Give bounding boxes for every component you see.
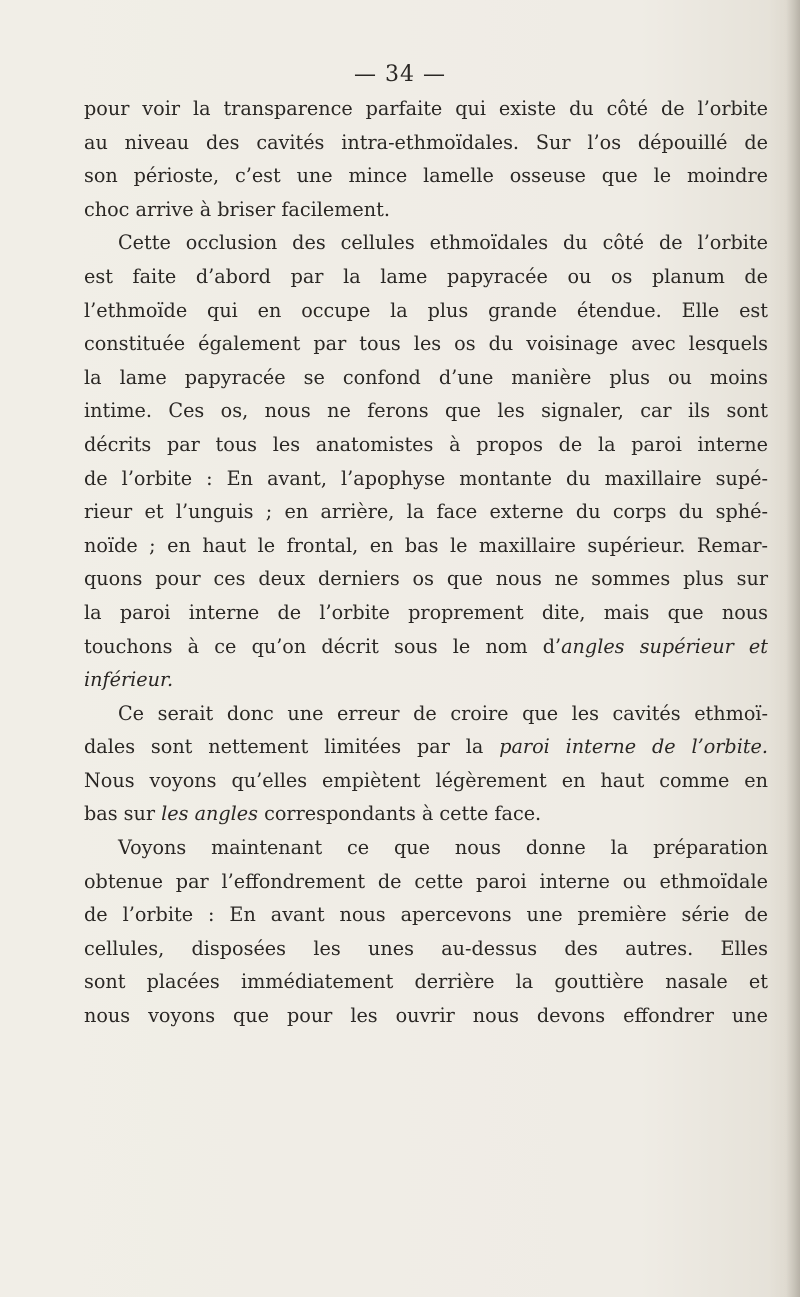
text-run: touchons à ce qu’on décrit sous le nom d’ [84, 634, 562, 658]
text-line [84, 764, 768, 798]
italic-text-run: paroi interne de l’orbite. [499, 735, 768, 759]
text-run: correspondants à cette face. [258, 802, 542, 826]
text-run: de l’orbite : En avant nous apercevons une première série de [84, 903, 768, 927]
italic-text-run: inférieur. [84, 668, 174, 692]
text-line [84, 394, 768, 428]
text-line [84, 999, 768, 1033]
text-run: cellules, disposées les unes au-dessus des autres. Elles [84, 936, 768, 960]
text-line [84, 663, 768, 697]
text-run: pour voir la transparence parfaite qui existe du côté de l’orbite [84, 97, 768, 120]
page-edge-shadow [786, 0, 800, 1297]
text-line [84, 562, 768, 596]
text-line [84, 462, 768, 496]
text-line [84, 126, 768, 160]
body-text [84, 92, 768, 1033]
text-run: Cette occlusion des cellules ethmoïdales du côté de l’orbite [118, 231, 768, 255]
text-line [84, 495, 768, 529]
text-run: nous voyons que pour les ouvrir nous devons effondrer une [84, 1004, 768, 1028]
italic-text-run: angles supérieur et [561, 634, 768, 658]
text-line [84, 193, 768, 227]
text-run: au niveau des cavités intra-ethmoïdales. Sur l’os dépouillé de [84, 130, 768, 154]
text-line [84, 965, 768, 999]
text-run: dales sont nettement limitées par la [84, 735, 500, 759]
text-run: quons pour ces deux derniers os que nous ne sommes plus sur [84, 567, 768, 591]
text-line [84, 831, 768, 865]
text-line [84, 226, 768, 260]
text-line [84, 898, 768, 932]
text-run: est faite d’abord par la lame papyracée ou os planum de [84, 264, 768, 288]
text-run: bas sur [84, 802, 162, 826]
text-line [84, 596, 768, 630]
text-run: obtenue par l’effondrement de cette paroi interne ou ethmoïdale [84, 869, 768, 893]
text-run: intime. Ces os, nous ne ferons que les signaler, car ils sont [84, 399, 768, 423]
text-run: choc arrive à briser facilement. [84, 197, 390, 221]
text-line [84, 865, 768, 899]
text-line [84, 697, 768, 731]
text-run: la lame papyracée se confond d’une manière plus ou moins [84, 365, 768, 389]
text-run: Ce serait donc une erreur de croire que les cavités ethmoï- [118, 701, 768, 725]
italic-text-run: les angles [161, 802, 259, 826]
text-run: de l’orbite : En avant, l’apophyse montante du maxillaire supé- [84, 466, 768, 490]
text-run: Nous voyons qu’elles empiètent légèrement en haut comme en [84, 768, 768, 792]
page-number: — 34 — [354, 62, 446, 87]
text-line [84, 529, 768, 563]
text-line [84, 932, 768, 966]
text-line [84, 92, 768, 126]
text-run: son périoste, c’est une mince lamelle osseuse que le moindre [84, 164, 768, 188]
text-line [84, 159, 768, 193]
text-line [84, 327, 768, 361]
text-line [84, 294, 768, 328]
text-line [84, 361, 768, 395]
text-run: la paroi interne de l’orbite proprement dite, mais que nous [84, 600, 768, 624]
text-line [84, 797, 768, 831]
text-run: Voyons maintenant ce que nous donne la préparation [118, 836, 768, 860]
text-run: rieur et l’unguis ; en arrière, la face externe du corps du sphé- [84, 500, 768, 524]
text-run: constituée également par tous les os du voisinage avec lesquels [84, 332, 768, 356]
text-run: décrits par tous les anatomistes à propos de la paroi interne [84, 432, 768, 456]
text-run: l’ethmoïde qui en occupe la plus grande étendue. Elle est [84, 298, 768, 322]
text-run: sont placées immédiatement derrière la gouttière nasale et [84, 970, 768, 994]
text-line [84, 630, 768, 664]
text-line [84, 730, 768, 764]
text-line [84, 260, 768, 294]
text-line [84, 428, 768, 462]
text-run: noïde ; en haut le frontal, en bas le maxillaire supérieur. Remar- [84, 533, 768, 557]
